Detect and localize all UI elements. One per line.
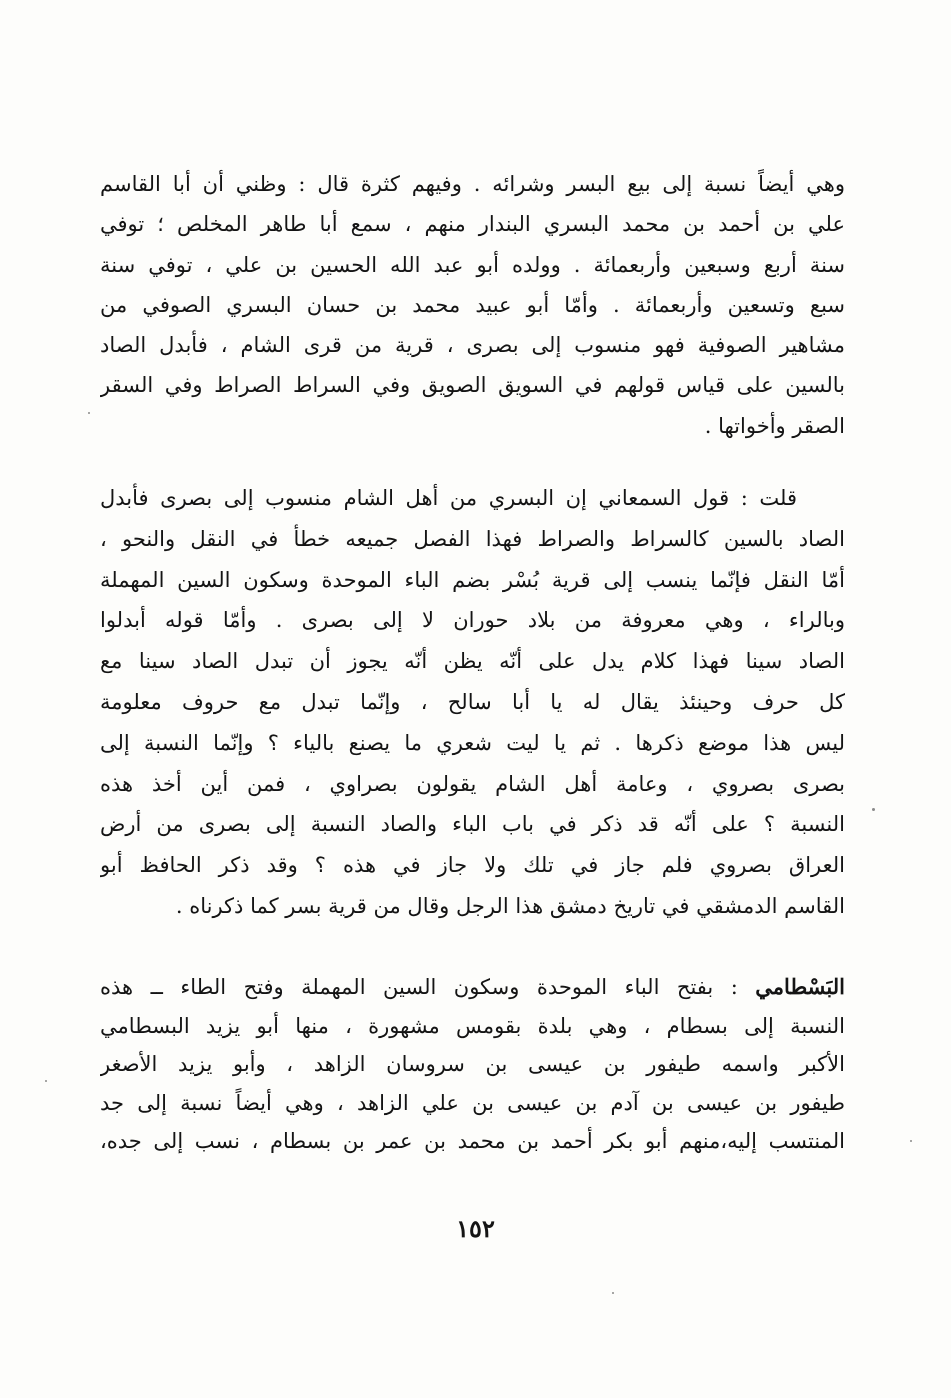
text-line: سبع وتسعين وأربعمائة . وأمّا أبو عبيد محمد بن حسان البسري الصوفي من: [100, 292, 845, 317]
text-line: كل حرف وحينئذ يقال له يا أبا سالح ، وإنّما تبدل مع حروف معلومة: [100, 689, 845, 714]
text-line: النسبة إلى بسطام ، وهي بلدة بقومس مشهورة ، منها أبو يزيد البسطامي: [100, 1013, 845, 1038]
text-line: العراق بصروي فلم جاز في تلك ولا جاز في هذه ؟ وقد ذكر الحافظ أبو: [100, 853, 845, 878]
text-line: سنة أربع وسبعين وأربعمائة . وولده أبو عبد الله الحسين بن علي ، توفي سنة: [100, 252, 845, 277]
paragraph-1: [100, 164, 845, 446]
text-line: بالسين على قياس قولهم في السويق الصويق وفي السراط الصراط وفي السقر: [100, 373, 845, 398]
text-line: المنتسب إليه،منهم أبو بكر أحمد بن محمد بن عمر بن بسطام ، نسب إلى جده،: [100, 1129, 845, 1153]
text-line: الصاد بالسين كالسراط والصراط فهذا الفصل جميعه خطأ في النقل والنحو ،: [100, 526, 845, 551]
text-line: بصرى بصروي ، وعامة أهل الشام يقولون بصراوي ، فمن أين أخذ هذه: [100, 771, 845, 796]
text-line: مشاهير الصوفية فهو منسوب إلى بصرى ، قرية من قرى الشام ، فأبدل الصاد: [100, 333, 845, 358]
page-number: ١٥٢: [456, 1214, 495, 1243]
entry-headword: البَسْطامي: [755, 974, 845, 999]
text-line: وبالراء ، وهي معروفة من بلاد حوران لا إلى بصرى . وأمّا قوله أبدلوا: [100, 608, 845, 633]
text-line: علي بن أحمد بن محمد البسري البندار منهم ، سمع أبا طاهر المخلص ؛ توفي: [100, 212, 845, 237]
text-line: الصقر وأخواتها .: [704, 413, 845, 438]
text-line: الصاد سينا فهذا كلام يدل على أنّه يظن أنّه يجوز أن تبدل الصاد سينا مع: [100, 649, 845, 674]
text-line: أمّا النقل فإنّما ينسب إلى قرية بُسْر بضم الباء الموحدة وسكون السين المهملة: [100, 567, 845, 592]
text-line: قلت : قول السمعاني إن البسري من أهل الشام منسوب إلى بصرى فأبدل: [100, 486, 797, 510]
text-line: ليس هذا موضع ذكرها . ثم يا ليت شعري ما يصنع بالياء ؟ وإنّما النسبة إلى: [100, 730, 845, 755]
entry-definition: : بفتح الباء الموحدة وسكون السين المهملة وفتح الطاء ــ هذه: [100, 975, 738, 999]
text-line: وهي أيضاً نسبة إلى بيع البسر وشرائه . وفيهم كثرة قال : وظني أن أبا القاسم: [100, 172, 845, 196]
scan-speck: [872, 808, 875, 811]
scan-speck: [612, 1292, 614, 1294]
scan-speck: [88, 412, 90, 414]
scan-speck: [910, 1140, 912, 1142]
paragraph-2: [100, 478, 845, 927]
text-line: طيفور بن عيسى بن آدم بن عيسى بن علي الزاهد ، وهي أيضاً نسبة إلى جد: [100, 1090, 845, 1115]
paragraph-3: [100, 968, 845, 1161]
text-line: [100, 968, 845, 1007]
scan-speck: [45, 1080, 47, 1082]
text-line: الأكبر واسمه طيفور بن عيسى بن سروسان الزاهد ، وأبو يزيد الأصغر: [100, 1052, 845, 1076]
text-line: القاسم الدمشقي في تاريخ دمشق هذا الرجل وقال من قرية بسر كما ذكرناه .: [175, 893, 845, 918]
text-line: النسبة ؟ على أنّه قد ذكر في باب الباء والصاد النسبة إلى بصرى من أرض: [100, 812, 845, 837]
